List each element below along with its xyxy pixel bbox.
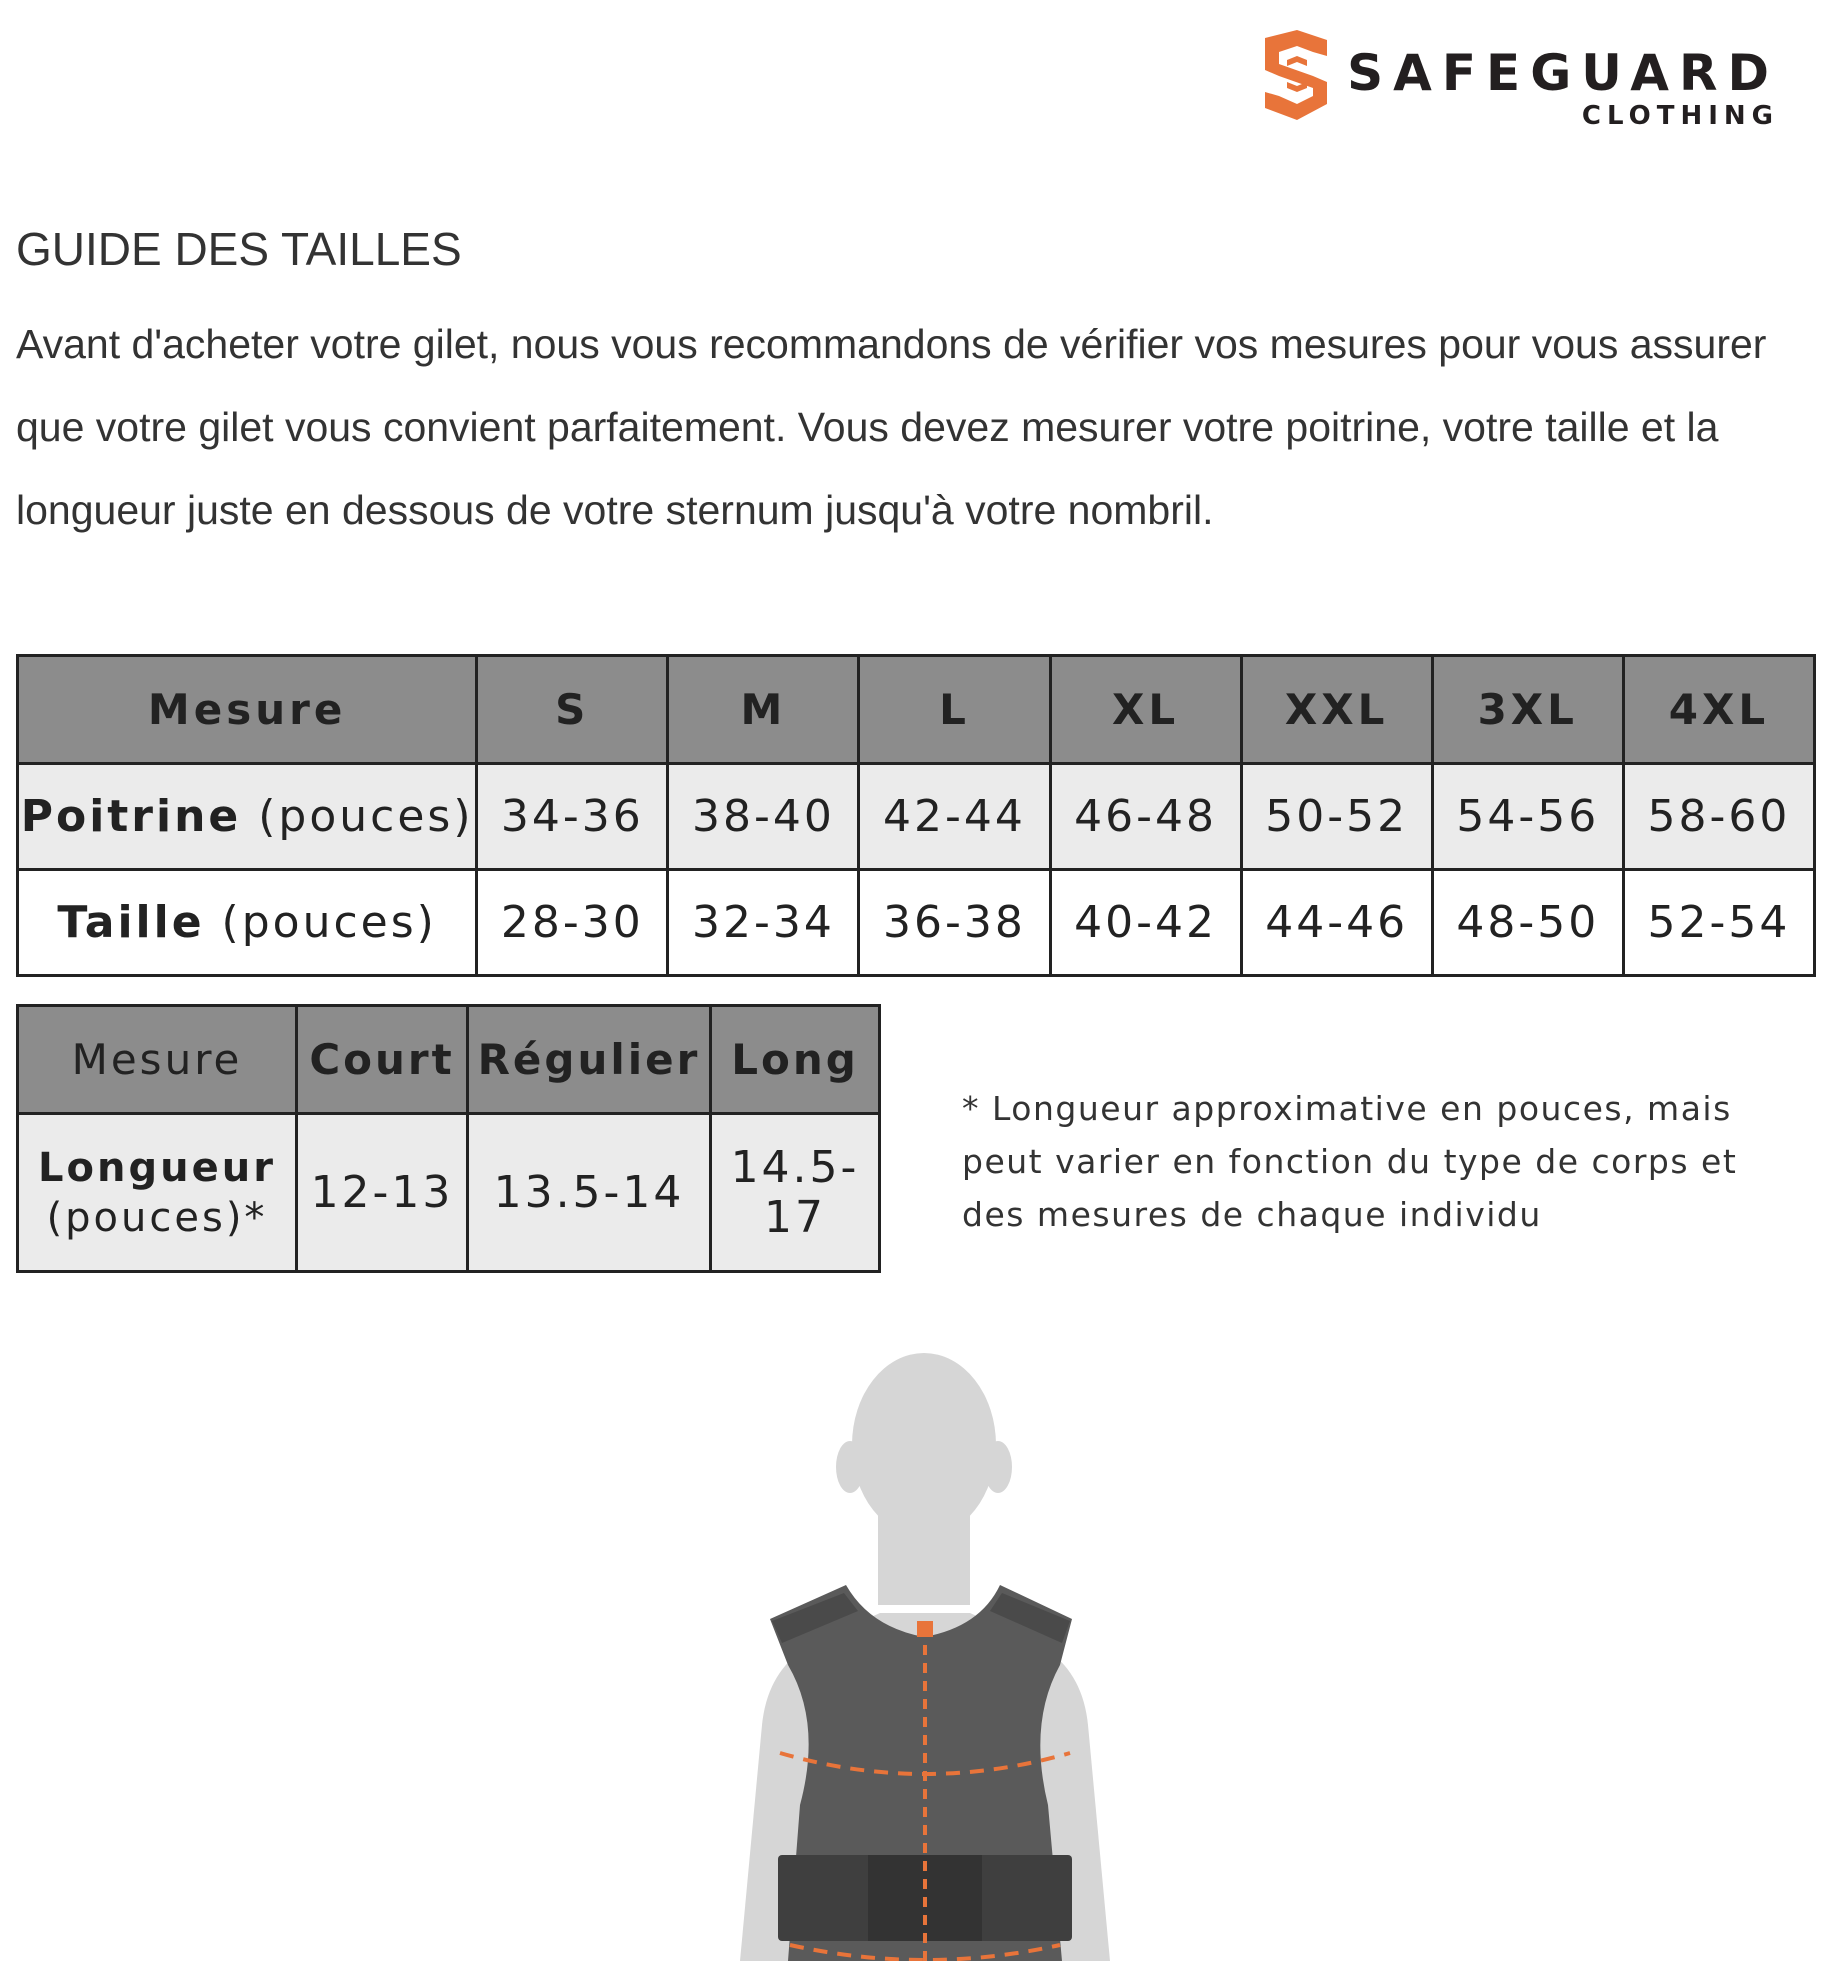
left-ear	[836, 1441, 864, 1493]
row-unit: (pouces)	[221, 897, 437, 948]
header-size-4xl: 4XL	[1623, 656, 1814, 764]
table-row	[18, 764, 1815, 870]
header-size-m: M	[668, 656, 859, 764]
header-court: Court	[297, 1006, 468, 1114]
logo-sub: CLOTHING	[1581, 101, 1779, 131]
length-table-header-row	[18, 1006, 880, 1114]
table-cell: 32-34	[668, 870, 859, 976]
row-label-poitrine	[18, 764, 477, 870]
length-table	[16, 1004, 881, 1273]
page-title: GUIDE DES TAILLES	[16, 223, 462, 275]
header-long: Long	[711, 1006, 880, 1114]
right-ear	[984, 1441, 1012, 1493]
header-size-l: L	[859, 656, 1050, 764]
table-cell: 50-52	[1241, 764, 1432, 870]
logo-brand: SAFEGUARD	[1347, 44, 1779, 102]
logo-wordmark	[1347, 30, 1779, 130]
header-regulier: Régulier	[468, 1006, 711, 1114]
row-label-taille	[18, 870, 477, 976]
table-row	[18, 1114, 880, 1272]
table-cell: 46-48	[1050, 764, 1241, 870]
table-cell: 36-38	[859, 870, 1050, 976]
table-cell: 38-40	[668, 764, 859, 870]
table-cell: 34-36	[477, 764, 668, 870]
measure-start-marker	[917, 1621, 933, 1637]
size-table-header-row	[18, 656, 1815, 764]
person-vest-illustration	[650, 1345, 1210, 1961]
header-mesure: Mesure	[18, 1006, 297, 1114]
table-cell: 58-60	[1623, 764, 1814, 870]
safeguard-logo	[1255, 30, 1779, 130]
table-cell: 42-44	[859, 764, 1050, 870]
table-cell: 14.5-17	[711, 1114, 880, 1272]
row-label: Longueur	[38, 1144, 276, 1191]
table-cell: 40-42	[1050, 870, 1241, 976]
row-label: Taille	[57, 897, 205, 948]
safeguard-logo-icon	[1255, 30, 1335, 120]
header-mesure: Mesure	[18, 656, 477, 764]
table-cell: 13.5-14	[468, 1114, 711, 1272]
neck-shape	[878, 1495, 970, 1605]
intro-paragraph: Avant d'acheter votre gilet, nous vous recommandons de vérifier vos mesures pour vous assurer que votre gilet vous convient parfaitement. Vous devez mesurer votre poitrine, votre taille et la longueur juste en dessous de votre sternum jusqu'à votre nombril.	[16, 321, 1767, 533]
table-cell: 54-56	[1432, 764, 1623, 870]
header-size-s: S	[477, 656, 668, 764]
header-size-xxl: XXL	[1241, 656, 1432, 764]
table-cell: 44-46	[1241, 870, 1432, 976]
table-row	[18, 870, 1815, 976]
row-label: Poitrine	[20, 791, 242, 842]
header-size-3xl: 3XL	[1432, 656, 1623, 764]
table-cell: 48-50	[1432, 870, 1623, 976]
header-size-xl: XL	[1050, 656, 1241, 764]
row-unit: (pouces)	[258, 791, 474, 842]
table-cell: 52-54	[1623, 870, 1814, 976]
row-label-longueur	[18, 1114, 297, 1272]
table-cell: 28-30	[477, 870, 668, 976]
size-table	[16, 654, 1816, 977]
row-unit: (pouces)*	[46, 1194, 268, 1241]
length-note: * Longueur approximative en pouces, mais peut varier en fonction du type de corps et des mesures de chaque individu	[962, 1089, 1738, 1234]
table-cell: 12-13	[297, 1114, 468, 1272]
